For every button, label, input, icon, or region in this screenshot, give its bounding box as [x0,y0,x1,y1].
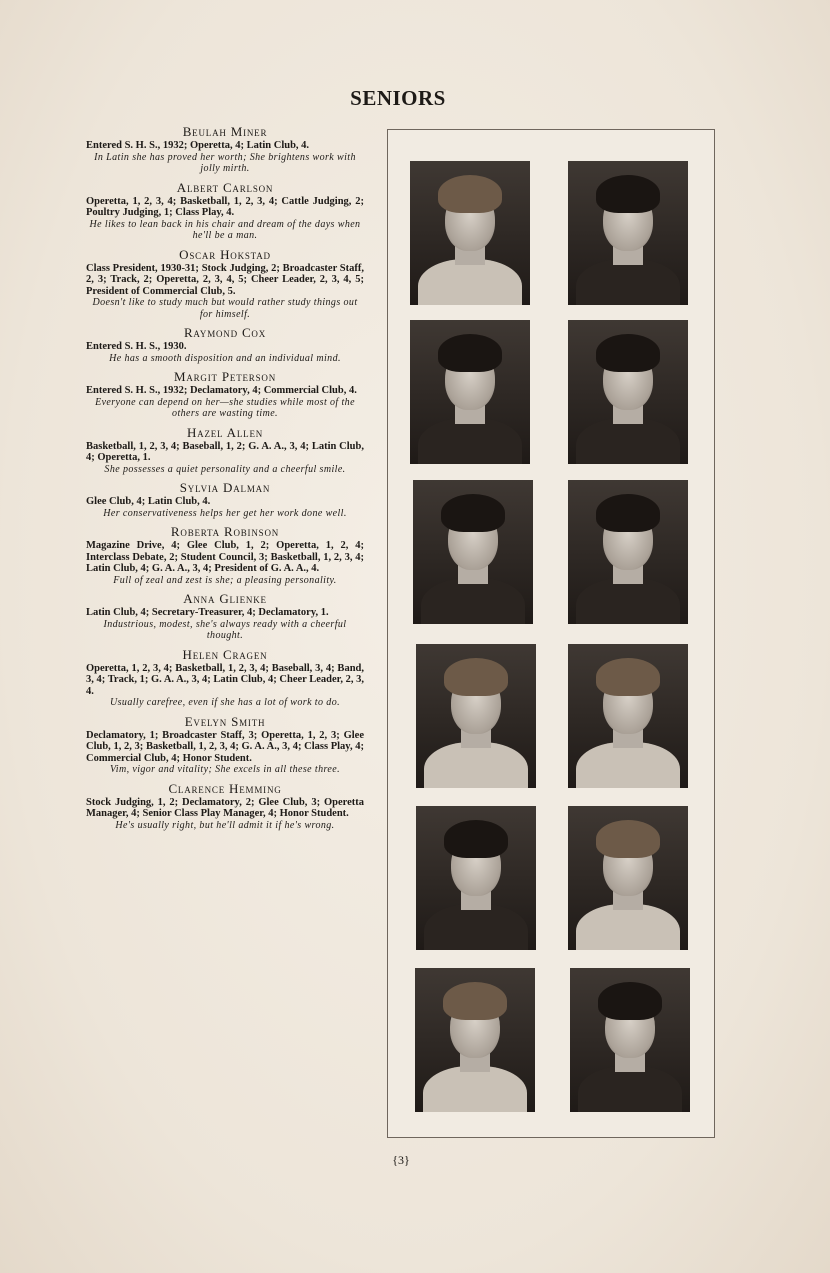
senior-portrait [416,644,536,788]
senior-entry [86,124,364,175]
senior-quote: Vim, vigor and vitality; She excels in all these three. [110,764,340,775]
senior-name: Sylvia Dalman [179,480,271,495]
senior-portrait [568,644,688,788]
senior-portrait [568,480,688,624]
senior-entry [86,325,364,364]
senior-entry [86,369,364,420]
senior-name: Beulah Miner [182,124,268,139]
senior-quote: Usually carefree, even if she has a lot of work to do. [110,697,340,708]
senior-activities: Magazine Drive, 4; Glee Club, 1, 2; Operetta, 1, 2, 4; Interclass Debate, 2; Student Council, 3; Basketball, 1, 2, 3, 4; Latin Club, 4; G. A. A., 3, 4; President of G. A. A., 4. [86,540,364,574]
senior-photo-panel [387,129,715,1138]
senior-portrait [568,320,688,464]
senior-portrait [413,480,533,624]
senior-entry [86,480,364,519]
senior-activities: Glee Club, 4; Latin Club, 4. [86,496,211,507]
senior-portrait [568,161,688,305]
senior-name: Evelyn Smith [184,713,266,729]
senior-name: Oscar Hokstad [179,246,271,262]
senior-entry [86,425,364,476]
senior-quote: He likes to lean back in his chair and dream of the days when he'll be a man. [89,218,361,241]
senior-quote: He's usually right, but he'll admit it if he's wrong. [115,819,335,831]
senior-name: Clarence Hemming [168,780,282,796]
senior-activities: Operetta, 1, 2, 3, 4; Basketball, 1, 2, 3, 4; Cattle Judging, 2; Poultry Judging, 1; Class Play, 4. [86,195,364,218]
senior-entry [86,781,364,832]
senior-entry [86,247,364,321]
senior-activities: Entered S. H. S., 1932; Operetta, 4; Latin Club, 4. [86,140,310,151]
senior-name: Hazel Allen [186,424,264,440]
senior-portrait [415,968,535,1112]
senior-quote: Doesn't like to study much but would rather study things out for himself. [92,297,358,320]
senior-activities: Entered S. H. S., 1932; Declamatory, 4; Commercial Club, 4. [86,385,357,396]
senior-entry [86,524,364,586]
senior-portrait [416,806,536,950]
senior-activities: Latin Club, 4; Secretary-Treasurer, 4; Declamatory, 1. [86,607,329,618]
senior-quote: Full of zeal and zest is she; a pleasing personality. [113,574,337,586]
page-number: {3} [392,1153,410,1167]
senior-activities: Declamatory, 1; Broadcaster Staff, 3; Operetta, 1, 2, 3; Glee Club, 1, 2, 3; Basketball, 1, 2, 3, 4; G. A. A., 3, 4; Class Play, 4; Commercial Club, 4; Honor Student. [86,729,364,764]
senior-portrait [570,968,690,1112]
senior-quote: She possesses a quiet personality and a cheerful smile. [104,463,346,475]
senior-activities: Stock Judging, 1, 2; Declamatory, 2; Glee Club, 3; Operetta Manager, 4; Senior Class Play Manager, 4; Honor Student. [86,796,364,819]
senior-activities: Operetta, 1, 2, 3, 4; Basketball, 1, 2, 3, 4; Baseball, 3, 4; Band, 3, 4; Track, 1; G. A. A., 3, 4; Latin Club, 4; Cheer Leader, 2, 3, 4. [86,662,364,697]
senior-quote: Industrious, modest, she's always ready with a cheerful thought. [103,618,347,641]
senior-activities: Class President, 1930-31; Stock Judging, 2; Broadcaster Staff, 2, 3; Track, 2; Operetta, 2, 3, 4, 5; Cheer Leader, 2, 3, 4, 5; President of Commercial Club, 5. [86,262,364,297]
senior-name: Raymond Cox [183,325,267,340]
senior-activities: Basketball, 1, 2, 3, 4; Baseball, 1, 2; G. A. A., 3, 4; Latin Club, 4; Operetta, 1. [86,440,364,463]
senior-name: Helen Cragen [182,646,268,662]
senior-quote: He has a smooth disposition and an individual mind. [109,352,341,364]
senior-portrait [410,161,530,305]
page-title: SENIORS [350,86,446,110]
senior-entries [86,124,364,836]
senior-portrait [410,320,530,464]
senior-entry [86,180,364,242]
senior-name: Anna Glienke [183,591,267,606]
senior-quote: In Latin she has proved her worth; She brightens work with jolly mirth. [94,151,356,174]
senior-entry [86,714,364,776]
senior-activities: Entered S. H. S., 1930. [86,341,187,352]
senior-portrait [568,806,688,950]
senior-quote: Her conservativeness helps her get her work done well. [103,507,347,519]
senior-entry [86,647,364,709]
senior-name: Roberta Robinson [170,524,280,539]
senior-name: Albert Carlson [176,179,274,195]
senior-entry [86,591,364,642]
senior-name: Margit Peterson [173,369,277,384]
senior-quote: Everyone can depend on her—she studies while most of the others are wasting time. [95,396,355,419]
